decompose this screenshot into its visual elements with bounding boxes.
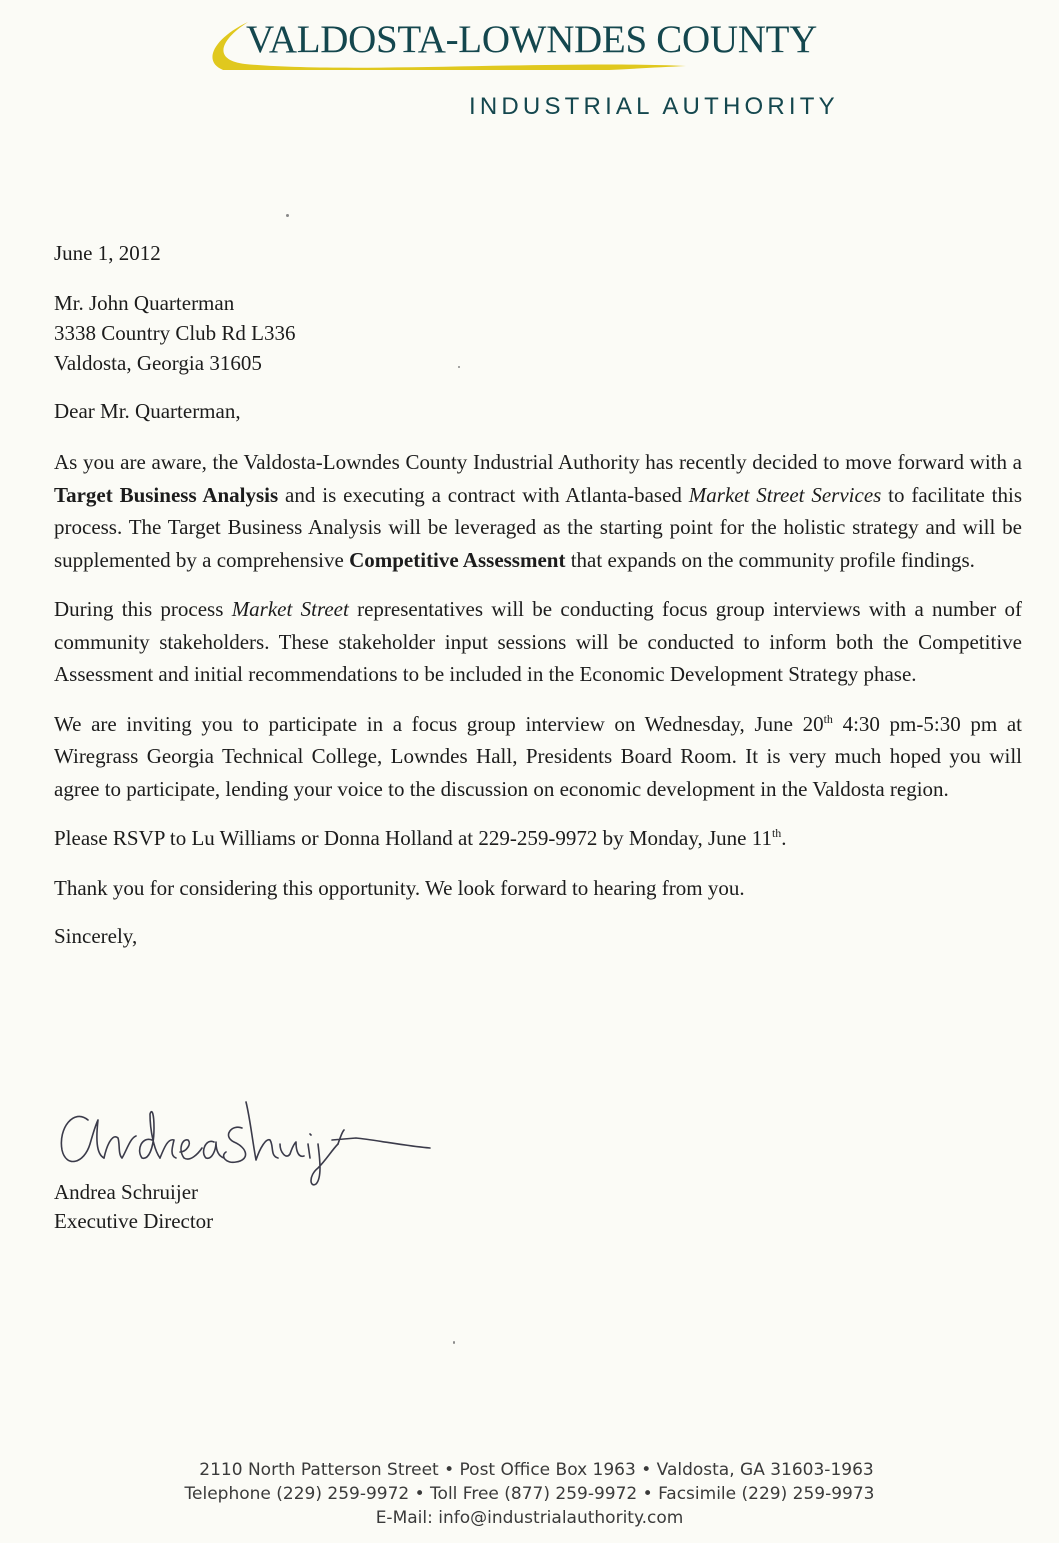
footer-address: 2110 North Patterson Street • Post Office Box 1963 • Valdosta, GA 31603-1963	[199, 1460, 874, 1480]
letter-body	[54, 237, 1022, 952]
p4-superscript: th	[771, 826, 782, 840]
p3-text-1: We are inviting you to participate in a focus group interview on Wednesday, June 20	[54, 711, 824, 736]
paragraph-1	[54, 446, 1022, 576]
p4-text-1: Please RSVP to Lu Williams or Donna Holland at 229-259-9972 by Monday, June 11	[54, 826, 772, 850]
handwritten-signature	[56, 1068, 436, 1188]
scan-speck	[453, 1341, 455, 1344]
p1-bold-target-business-analysis: Target Business Analysis	[54, 482, 279, 507]
p1-italic-market-street-services: Market Street Services	[688, 482, 882, 507]
paragraph-4	[54, 822, 1022, 855]
letterhead	[0, 0, 1059, 140]
paragraph-2	[54, 593, 1022, 691]
paragraph-5: Thank you for considering this opportunity. We look forward to hearing from you.	[54, 875, 745, 900]
paragraph-3	[54, 708, 1022, 806]
recipient-address	[54, 288, 1022, 378]
signature-block	[54, 1178, 213, 1236]
recipient-name: Mr. John Quarterman	[54, 291, 235, 315]
p1-text-4: that expands on the community profile findings.	[565, 547, 975, 572]
letter-date: June 1, 2012	[54, 241, 161, 265]
footer-email: E-Mail: info@industrialauthority.com	[375, 1508, 684, 1528]
org-name-line2: INDUSTRIAL AUTHORITY	[469, 93, 839, 120]
recipient-city: Valdosta, Georgia 31605	[54, 351, 262, 375]
p2-italic-market-street: Market Street	[231, 597, 349, 621]
footer-phones: Telephone (229) 259-9972 • Toll Free (877) 259-9972 • Facsimile (229) 259-9973	[184, 1484, 875, 1504]
p2-text-1: During this process	[54, 597, 232, 621]
letterhead-footer	[0, 1458, 1059, 1530]
scan-speck	[286, 214, 289, 217]
p1-text-2: and is executing a contract with Atlanta-based	[278, 482, 689, 507]
salutation: Dear Mr. Quarterman,	[54, 399, 241, 423]
p2-text-2: representatives will be conducting focus group interviews with a number of community stakeholders. These stakeholder input sessions will be conducted to inform both the Competitive Assessment and initial recommendations to be included in the Economic Development Strategy phase.	[54, 597, 1022, 686]
p1-text-3: to facilitate this process. The Target Business Analysis will be leveraged as the starting point for the holistic strategy and will be supplemented by a comprehensive	[54, 482, 1023, 572]
p1-text-1: As you are aware, the Valdosta-Lowndes County Industrial Authority has recently decided to move forward with a	[54, 450, 1022, 474]
p4-text-2: .	[781, 826, 787, 850]
signer-name: Andrea Schruijer	[54, 1180, 199, 1204]
org-name-line1: VALDOSTA-LOWNDES COUNTY	[246, 18, 817, 61]
recipient-street: 3338 Country Club Rd L336	[54, 321, 296, 345]
closing: Sincerely,	[54, 924, 138, 948]
signer-title: Executive Director	[54, 1209, 214, 1233]
p3-superscript: th	[823, 711, 833, 726]
p1-bold-competitive-assessment: Competitive Assessment	[349, 547, 566, 572]
p3-text-2: 4:30 pm-5:30 pm at Wiregrass Georgia Technical College, Lowndes Hall, Presidents Board Room. It is very much hoped you will agree to participate, lending your voice to the discussion on economic development in the Valdosta region.	[54, 711, 1022, 801]
